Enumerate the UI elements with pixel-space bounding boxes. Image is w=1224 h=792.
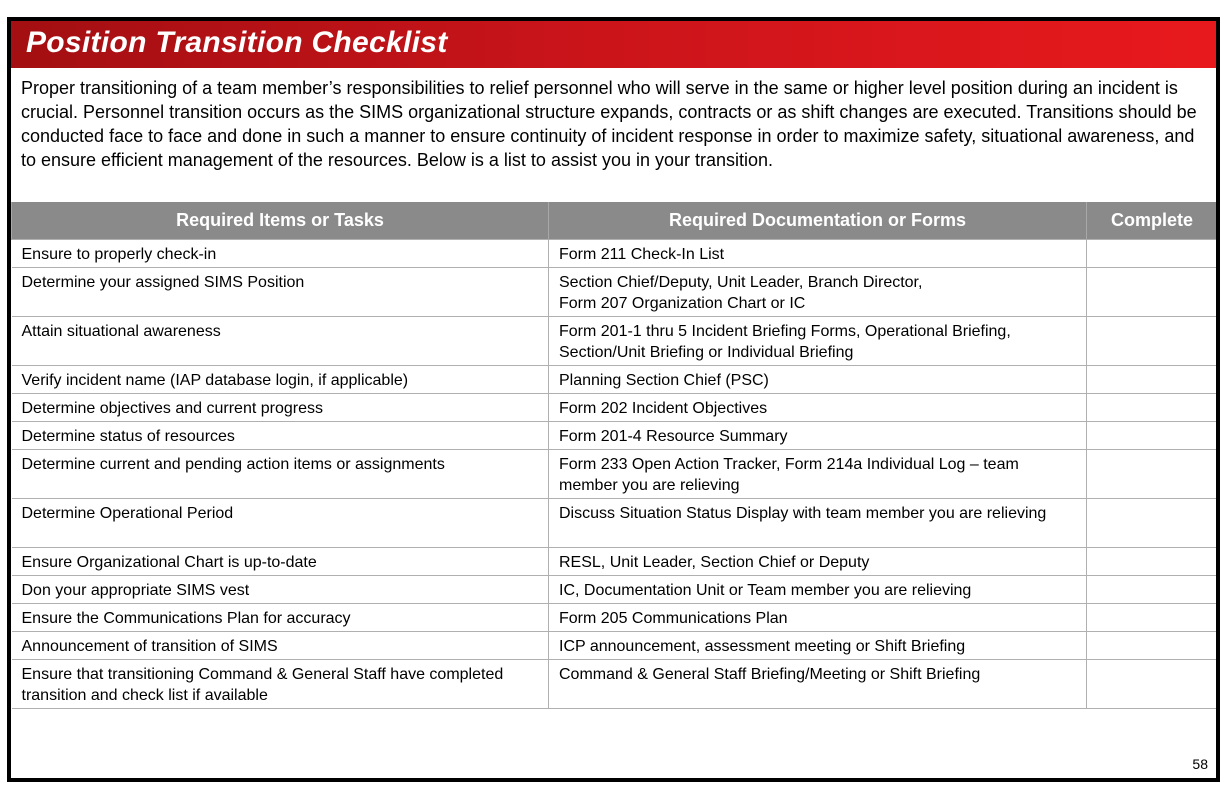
task-cell: Ensure that transitioning Command & General Staff have completed transition and check list if available xyxy=(12,659,549,708)
task-cell: Ensure Organizational Chart is up-to-date xyxy=(12,547,549,575)
header-tasks: Required Items or Tasks xyxy=(12,202,549,239)
complete-checkbox-cell[interactable] xyxy=(1087,575,1218,603)
page-number: 58 xyxy=(1192,756,1208,772)
table-row xyxy=(12,239,1218,267)
intro-paragraph: Proper transitioning of a team member’s responsibilities to relief personnel who will serve in the same or higher level position during an incident is crucial. Personnel transition occurs as the SIMS organizational structure expands, contracts or as shift changes are executed. Transitions should be conducted face to face and done in such a manner to ensure continuity of incident response in order to maximize safety, situational awareness, and to ensure efficient management of the resources. Below is a list to assist you in your transition. xyxy=(21,78,1197,170)
table-row xyxy=(12,316,1218,365)
documentation-cell: ICP announcement, assessment meeting or Shift Briefing xyxy=(549,631,1087,659)
task-cell: Determine status of resources xyxy=(12,421,549,449)
documentation-cell: Planning Section Chief (PSC) xyxy=(549,365,1087,393)
documentation-cell: RESL, Unit Leader, Section Chief or Deputy xyxy=(549,547,1087,575)
complete-checkbox-cell[interactable] xyxy=(1087,393,1218,421)
table-row xyxy=(12,421,1218,449)
documentation-cell: Section Chief/Deputy, Unit Leader, Branch Director, Form 207 Organization Chart or IC xyxy=(549,267,1087,316)
table-row xyxy=(12,365,1218,393)
complete-checkbox-cell[interactable] xyxy=(1087,631,1218,659)
complete-checkbox-cell[interactable] xyxy=(1087,547,1218,575)
complete-checkbox-cell[interactable] xyxy=(1087,421,1218,449)
documentation-cell: Command & General Staff Briefing/Meeting or Shift Briefing xyxy=(549,659,1087,708)
table-row xyxy=(12,631,1218,659)
complete-checkbox-cell[interactable] xyxy=(1087,449,1218,498)
table-row xyxy=(12,603,1218,631)
complete-checkbox-cell[interactable] xyxy=(1087,603,1218,631)
documentation-cell: Form 202 Incident Objectives xyxy=(549,393,1087,421)
task-cell: Announcement of transition of SIMS xyxy=(12,631,549,659)
task-cell: Ensure to properly check-in xyxy=(12,239,549,267)
documentation-cell: Form 233 Open Action Tracker, Form 214a Individual Log – team member you are relieving xyxy=(549,449,1087,498)
documentation-cell: Discuss Situation Status Display with team member you are relieving xyxy=(549,498,1087,547)
task-cell: Determine your assigned SIMS Position xyxy=(12,267,549,316)
task-cell: Determine Operational Period xyxy=(12,498,549,547)
header-row xyxy=(12,202,1218,239)
task-cell: Ensure the Communications Plan for accuracy xyxy=(12,603,549,631)
table-row xyxy=(12,498,1218,547)
documentation-cell: Form 211 Check-In List xyxy=(549,239,1087,267)
table-row xyxy=(12,575,1218,603)
complete-checkbox-cell[interactable] xyxy=(1087,316,1218,365)
title-bar xyxy=(11,21,1216,68)
documentation-cell: Form 201-4 Resource Summary xyxy=(549,421,1087,449)
task-cell: Determine objectives and current progress xyxy=(12,393,549,421)
page-title: Position Transition Checklist xyxy=(26,26,448,59)
complete-checkbox-cell[interactable] xyxy=(1087,365,1218,393)
task-cell: Don your appropriate SIMS vest xyxy=(12,575,549,603)
task-cell: Determine current and pending action items or assignments xyxy=(12,449,549,498)
complete-checkbox-cell[interactable] xyxy=(1087,239,1218,267)
task-cell: Attain situational awareness xyxy=(12,316,549,365)
table-row xyxy=(12,547,1218,575)
header-documentation: Required Documentation or Forms xyxy=(549,202,1087,239)
table-row xyxy=(12,449,1218,498)
complete-checkbox-cell[interactable] xyxy=(1087,659,1218,708)
complete-checkbox-cell[interactable] xyxy=(1087,267,1218,316)
documentation-cell: Form 205 Communications Plan xyxy=(549,603,1087,631)
documentation-cell: Form 201-1 thru 5 Incident Briefing Forms, Operational Briefing, Section/Unit Briefing or Individual Briefing xyxy=(549,316,1087,365)
task-cell: Verify incident name (IAP database login, if applicable) xyxy=(12,365,549,393)
table-row xyxy=(12,393,1218,421)
documentation-cell: IC, Documentation Unit or Team member you are relieving xyxy=(549,575,1087,603)
table-row xyxy=(12,267,1218,316)
complete-checkbox-cell[interactable] xyxy=(1087,498,1218,547)
header-complete: Complete xyxy=(1087,202,1218,239)
checklist-table xyxy=(11,202,1218,709)
page-frame xyxy=(7,17,1220,782)
table-row xyxy=(12,659,1218,708)
